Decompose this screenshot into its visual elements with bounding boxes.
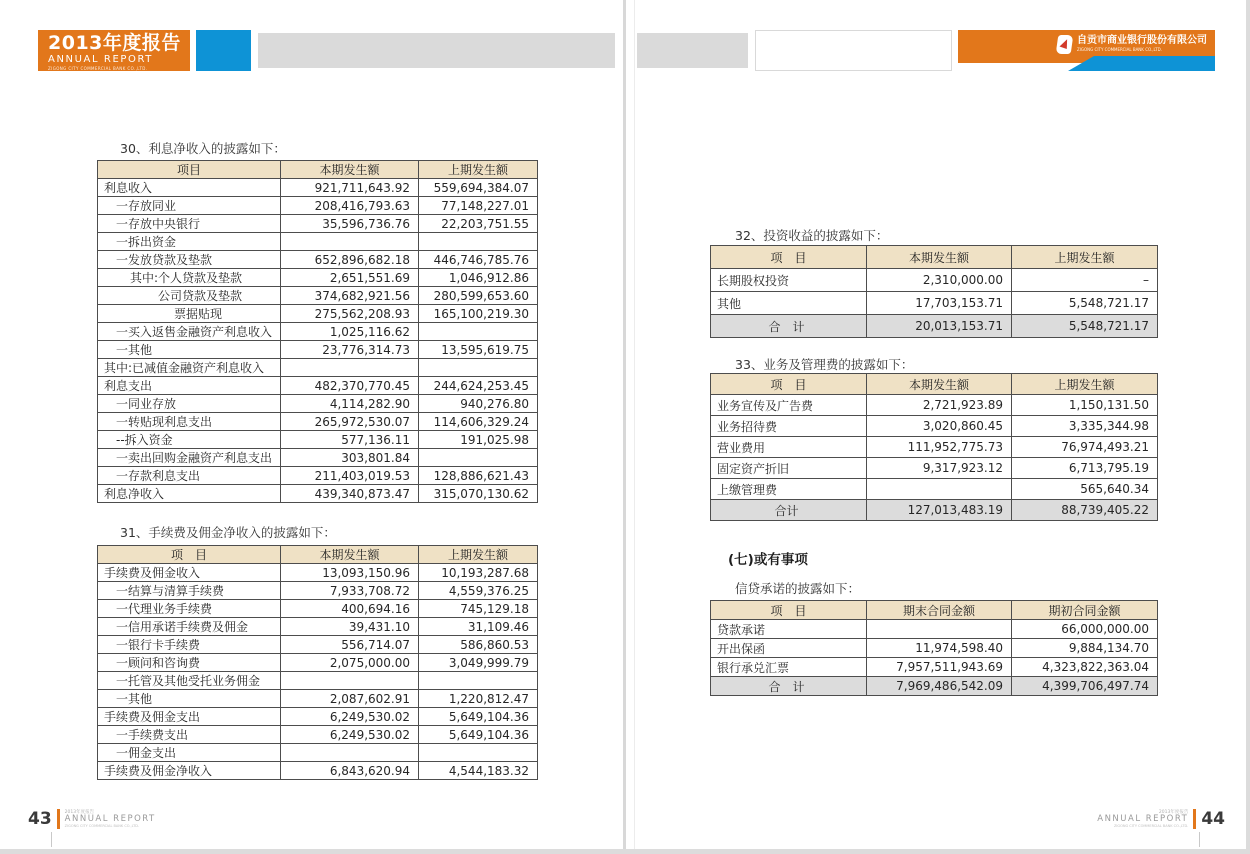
row-value: 6,249,530.02 — [281, 726, 419, 744]
row-value: 22,203,751.55 — [419, 215, 538, 233]
row-value: 2,310,000.00 — [867, 269, 1012, 292]
row-value: 76,974,493.21 — [1012, 437, 1158, 458]
row-value: 5,548,721.17 — [1012, 292, 1158, 315]
footer-cn-left: 2013年度报告 — [64, 809, 95, 815]
table-row — [711, 416, 1158, 437]
row-label: 一买入返售金融资产利息收入 — [98, 323, 281, 341]
row-value — [281, 744, 419, 762]
row-value: 6,713,795.19 — [1012, 458, 1158, 479]
footer-cn-right: 2013年度报告 — [1158, 809, 1189, 815]
section-7-heading: (七)或有事项 — [728, 552, 808, 568]
row-label: 一其他 — [98, 690, 281, 708]
column-header: 上期发生额 — [419, 546, 538, 564]
column-header: 本期发生额 — [867, 374, 1012, 395]
row-value: 2,087,602.91 — [281, 690, 419, 708]
row-value: 652,896,682.18 — [281, 251, 419, 269]
row-label: 手续费及佣金支出 — [98, 708, 281, 726]
row-value: 211,403,019.53 — [281, 467, 419, 485]
admin-expense-table — [710, 373, 1158, 521]
row-value: 39,431.10 — [281, 618, 419, 636]
row-value — [419, 744, 538, 762]
header-white-box — [755, 30, 952, 71]
row-value: 315,070,130.62 — [419, 485, 538, 503]
fee-commission-table — [97, 545, 538, 780]
row-label: 票据贴现 — [98, 305, 281, 323]
row-label: 一结算与清算手续费 — [98, 582, 281, 600]
column-header: 本期发生额 — [281, 161, 419, 179]
table-row — [98, 395, 538, 413]
table-header-row — [98, 546, 538, 564]
table-row — [98, 485, 538, 503]
row-value: 128,886,621.43 — [419, 467, 538, 485]
table-row — [711, 658, 1158, 677]
row-label: 业务招待费 — [711, 416, 867, 437]
row-value — [419, 323, 538, 341]
footer-divider-left — [51, 832, 52, 847]
row-value — [419, 359, 538, 377]
table-row — [98, 305, 538, 323]
row-value: 191,025.98 — [419, 431, 538, 449]
row-value: 165,100,219.30 — [419, 305, 538, 323]
report-title-cn: 2013年度报告 — [48, 32, 181, 54]
column-header: 期末合同金额 — [867, 601, 1012, 620]
row-value: 303,801.84 — [281, 449, 419, 467]
table-row — [98, 618, 538, 636]
row-value — [419, 233, 538, 251]
table-row — [98, 431, 538, 449]
credit-commitment-table — [710, 600, 1158, 696]
table-row — [98, 690, 538, 708]
total-row — [711, 500, 1158, 521]
row-value: 1,025,116.62 — [281, 323, 419, 341]
row-label: 一信用承诺手续费及佣金 — [98, 618, 281, 636]
row-value: 4,399,706,497.74 — [1012, 677, 1158, 696]
header-blue-block-left — [196, 30, 251, 71]
interest-income-table — [97, 160, 538, 503]
column-header: 本期发生额 — [281, 546, 419, 564]
column-header: 期初合同金额 — [1012, 601, 1158, 620]
row-label: 一佣金支出 — [98, 744, 281, 762]
row-label: 一存款利息支出 — [98, 467, 281, 485]
table-header-row — [711, 246, 1158, 269]
row-value: 9,317,923.12 — [867, 458, 1012, 479]
row-value — [281, 672, 419, 690]
footer-en-left: ANNUAL REPORT — [64, 813, 156, 824]
table-row — [711, 458, 1158, 479]
column-header: 项 目 — [98, 546, 281, 564]
row-value: 35,596,736.76 — [281, 215, 419, 233]
row-value: 556,714.07 — [281, 636, 419, 654]
footer-left — [28, 809, 156, 829]
row-value: 5,548,721.17 — [1012, 315, 1158, 338]
row-value: 1,220,812.47 — [419, 690, 538, 708]
footer-sub-left: ZIGONG CITY COMMERCIAL BANK CO.,LTD. — [64, 824, 140, 829]
row-value: 265,972,530.07 — [281, 413, 419, 431]
column-header: 本期发生额 — [867, 246, 1012, 269]
table-row — [98, 467, 538, 485]
row-label: 合 计 — [711, 315, 867, 338]
row-label: 其中:已减值金融资产利息收入 — [98, 359, 281, 377]
row-value — [281, 233, 419, 251]
row-label: 合计 — [711, 500, 867, 521]
row-value: 31,109.46 — [419, 618, 538, 636]
row-label: 其中:个人贷款及垫款 — [98, 269, 281, 287]
row-label: 银行承兑汇票 — [711, 658, 867, 677]
row-label: 合 计 — [711, 677, 867, 696]
table-row — [98, 377, 538, 395]
row-label: 一其他 — [98, 341, 281, 359]
table-row — [98, 287, 538, 305]
row-value: 6,249,530.02 — [281, 708, 419, 726]
caption-table-32: 32、投资收益的披露如下： — [735, 228, 889, 243]
row-value: 4,114,282.90 — [281, 395, 419, 413]
table-row — [98, 672, 538, 690]
row-value: 921,711,643.92 — [281, 179, 419, 197]
row-label: 公司贷款及垫款 — [98, 287, 281, 305]
row-value: 244,624,253.45 — [419, 377, 538, 395]
table-header-row — [711, 374, 1158, 395]
row-label: 一发放贷款及垫款 — [98, 251, 281, 269]
footer-text-right — [1097, 810, 1188, 829]
caption-table-31: 31、手续费及佣金净收入的披露如下： — [120, 525, 336, 540]
page-number-right: 44 — [1201, 808, 1225, 829]
table-row — [98, 582, 538, 600]
caption-table-30: 30、利息净收入的披露如下： — [120, 141, 286, 156]
footer-right — [1080, 809, 1225, 829]
page-gutter-line — [623, 0, 626, 854]
caption-table-33: 33、业务及管理费的披露如下： — [735, 357, 914, 372]
row-label: 利息支出 — [98, 377, 281, 395]
row-value: 10,193,287.68 — [419, 564, 538, 582]
investment-income-table — [710, 245, 1158, 338]
bank-name-cn: 自贡市商业银行股份有限公司 — [1077, 35, 1207, 46]
table-row — [98, 179, 538, 197]
row-value: 5,649,104.36 — [419, 726, 538, 744]
report-title-en: ANNUAL REPORT — [48, 53, 154, 65]
row-label: 一存放中央银行 — [98, 215, 281, 233]
row-label: 一顾问和咨询费 — [98, 654, 281, 672]
row-label: 营业费用 — [711, 437, 867, 458]
table-row — [98, 215, 538, 233]
row-value: 208,416,793.63 — [281, 197, 419, 215]
column-header: 上期发生额 — [419, 161, 538, 179]
row-value: 7,969,486,542.09 — [867, 677, 1012, 696]
bank-name-block — [1077, 35, 1207, 52]
row-value: 565,640.34 — [1012, 479, 1158, 500]
table-row — [711, 437, 1158, 458]
header-gray-bar-left — [258, 33, 615, 68]
row-value: 559,694,384.07 — [419, 179, 538, 197]
row-value: 7,933,708.72 — [281, 582, 419, 600]
row-value: 374,682,921.56 — [281, 287, 419, 305]
table-row — [98, 197, 538, 215]
row-value: 13,093,150.96 — [281, 564, 419, 582]
row-value: 114,606,329.24 — [419, 413, 538, 431]
row-label: 一银行卡手续费 — [98, 636, 281, 654]
table-row — [98, 726, 538, 744]
row-label: 利息收入 — [98, 179, 281, 197]
table-row — [711, 639, 1158, 658]
column-header: 项目 — [98, 161, 281, 179]
report-title-block — [38, 30, 190, 71]
row-value: 1,046,912.86 — [419, 269, 538, 287]
row-label: 业务宣传及广告费 — [711, 395, 867, 416]
table-row — [98, 233, 538, 251]
bank-logo-icon — [1056, 35, 1074, 54]
row-value — [281, 359, 419, 377]
row-label: 开出保函 — [711, 639, 867, 658]
row-value: 4,544,183.32 — [419, 762, 538, 780]
row-value: 586,860.53 — [419, 636, 538, 654]
column-header: 项 目 — [711, 601, 867, 620]
table-row — [98, 636, 538, 654]
row-label: 一拆出资金 — [98, 233, 281, 251]
table-row — [98, 708, 538, 726]
footer-en-right: ANNUAL REPORT — [1097, 813, 1189, 824]
row-value: 2,651,551.69 — [281, 269, 419, 287]
table-row — [98, 600, 538, 618]
page-edge-right — [1246, 0, 1250, 854]
row-value — [867, 479, 1012, 500]
total-row — [711, 677, 1158, 696]
header-gray-bar-right — [637, 33, 748, 68]
row-value: 11,974,598.40 — [867, 639, 1012, 658]
row-label: 一存放同业 — [98, 197, 281, 215]
row-value: 439,340,873.47 — [281, 485, 419, 503]
row-label: --拆入资金 — [98, 431, 281, 449]
table-row — [98, 341, 538, 359]
row-label: 固定资产折旧 — [711, 458, 867, 479]
table-row — [711, 292, 1158, 315]
row-value: 446,746,785.76 — [419, 251, 538, 269]
table-header-row — [711, 601, 1158, 620]
row-value: – — [1012, 269, 1158, 292]
total-row — [711, 315, 1158, 338]
row-value: 275,562,208.93 — [281, 305, 419, 323]
row-value: 280,599,653.60 — [419, 287, 538, 305]
page-edge-bottom — [0, 849, 1250, 854]
row-value: 2,721,923.89 — [867, 395, 1012, 416]
row-value: 3,020,860.45 — [867, 416, 1012, 437]
row-value: 2,075,000.00 — [281, 654, 419, 672]
footer-sub-right: ZIGONG CITY COMMERCIAL BANK CO.,LTD. — [1113, 824, 1189, 829]
caption-credit-table: 信贷承诺的披露如下： — [735, 581, 861, 596]
table-row — [98, 762, 538, 780]
row-value: 13,595,619.75 — [419, 341, 538, 359]
row-value: 577,136.11 — [281, 431, 419, 449]
row-value: 4,559,376.25 — [419, 582, 538, 600]
row-value: 745,129.18 — [419, 600, 538, 618]
row-value: 940,276.80 — [419, 395, 538, 413]
row-value: 4,323,822,363.04 — [1012, 658, 1158, 677]
table-row — [98, 359, 538, 377]
column-header: 项 目 — [711, 246, 867, 269]
row-label: 手续费及佣金收入 — [98, 564, 281, 582]
table-row — [98, 269, 538, 287]
row-value — [419, 672, 538, 690]
row-value: 7,957,511,943.69 — [867, 658, 1012, 677]
row-value: 6,843,620.94 — [281, 762, 419, 780]
report-title-subtitle: ZIGONG CITY COMMERCIAL BANK CO.,LTD. — [48, 66, 148, 72]
row-label: 其他 — [711, 292, 867, 315]
row-label: 一卖出回购金融资产利息支出 — [98, 449, 281, 467]
table-row — [711, 620, 1158, 639]
footer-divider-right — [1199, 832, 1200, 847]
row-label: 贷款承诺 — [711, 620, 867, 639]
table-row — [711, 269, 1158, 292]
row-value: 3,335,344.98 — [1012, 416, 1158, 437]
row-label: 一转贴现利息支出 — [98, 413, 281, 431]
page-number-left: 43 — [28, 808, 52, 829]
table-row — [98, 654, 538, 672]
row-value: 127,013,483.19 — [867, 500, 1012, 521]
row-label: 利息净收入 — [98, 485, 281, 503]
row-label: 手续费及佣金净收入 — [98, 762, 281, 780]
table-row — [98, 323, 538, 341]
column-header: 上期发生额 — [1012, 374, 1158, 395]
row-label: 上缴管理费 — [711, 479, 867, 500]
table-header-row — [98, 161, 538, 179]
table-row — [98, 564, 538, 582]
row-label: 一代理业务手续费 — [98, 600, 281, 618]
row-label: 一托管及其他受托业务佣金 — [98, 672, 281, 690]
row-value: 77,148,227.01 — [419, 197, 538, 215]
table-row — [711, 395, 1158, 416]
table-row — [711, 479, 1158, 500]
row-label: 长期股权投资 — [711, 269, 867, 292]
row-value: 66,000,000.00 — [1012, 620, 1158, 639]
row-value: 5,649,104.36 — [419, 708, 538, 726]
column-header: 上期发生额 — [1012, 246, 1158, 269]
row-value: 3,049,999.79 — [419, 654, 538, 672]
table-row — [98, 744, 538, 762]
footer-accent-bar-left — [57, 809, 60, 829]
row-value: 482,370,770.45 — [281, 377, 419, 395]
row-value: 400,694.16 — [281, 600, 419, 618]
footer-accent-bar-right — [1193, 809, 1196, 829]
row-label: 一手续费支出 — [98, 726, 281, 744]
row-value — [419, 449, 538, 467]
row-value — [867, 620, 1012, 639]
table-row — [98, 413, 538, 431]
table-row — [98, 449, 538, 467]
column-header: 项 目 — [711, 374, 867, 395]
row-value: 20,013,153.71 — [867, 315, 1012, 338]
row-value: 88,739,405.22 — [1012, 500, 1158, 521]
bank-name-en: ZIGONG CITY COMMERCIAL BANK CO.,LTD. — [1077, 47, 1162, 52]
table-row — [98, 251, 538, 269]
row-label: 一同业存放 — [98, 395, 281, 413]
row-value: 23,776,314.73 — [281, 341, 419, 359]
row-value: 17,703,153.71 — [867, 292, 1012, 315]
footer-text-left — [65, 810, 156, 829]
row-value: 9,884,134.70 — [1012, 639, 1158, 658]
row-value: 111,952,775.73 — [867, 437, 1012, 458]
page-gutter-line-faint — [634, 0, 635, 854]
row-value: 1,150,131.50 — [1012, 395, 1158, 416]
